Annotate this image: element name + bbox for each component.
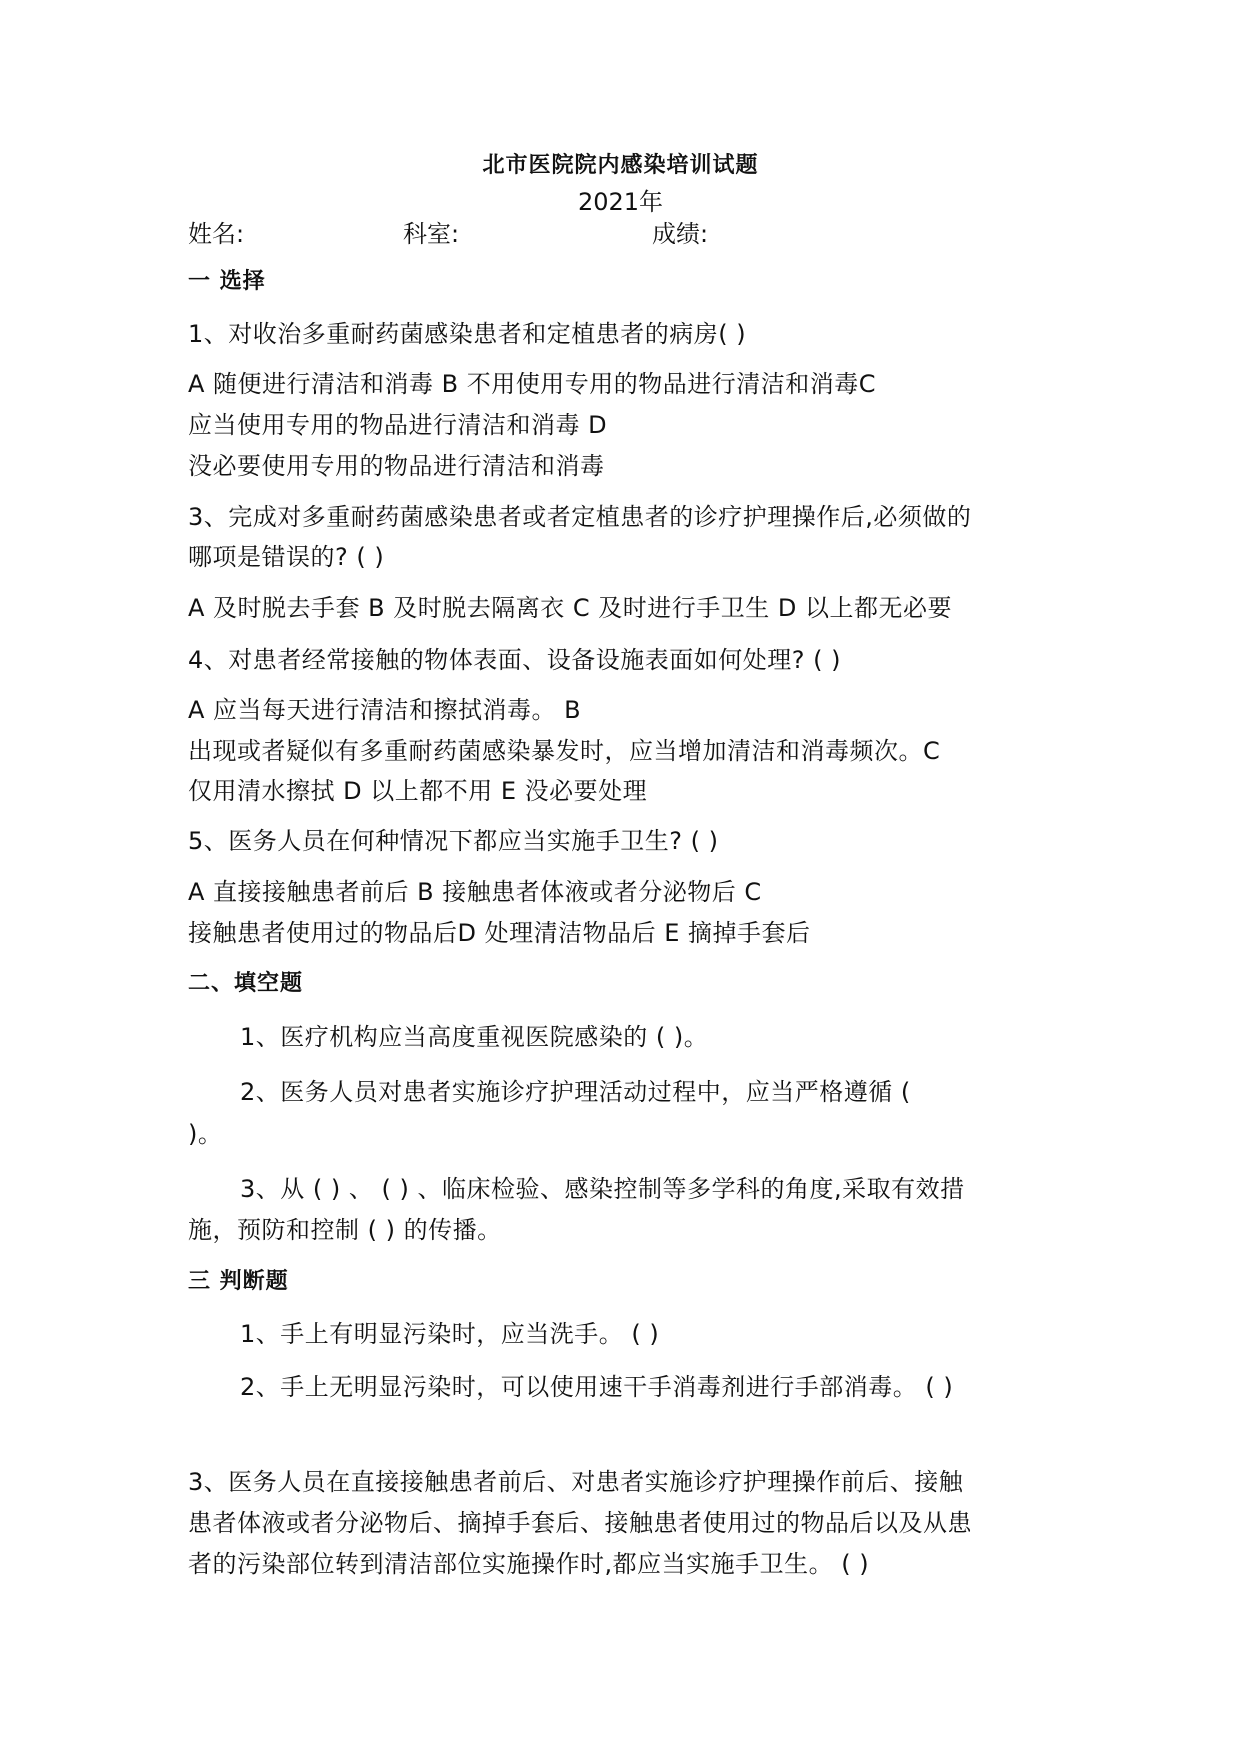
question-4-options-line-3: 仅用清水擦拭 D 以上都不用 E 没必要处理 — [188, 777, 648, 805]
score-field-label: 成绩: — [652, 220, 709, 248]
document-title: 北市医院院内感染培训试题 — [482, 153, 759, 178]
true-false-3-line-3: 者的污染部位转到清洁部位实施操作时,都应当实施手卫生。 ( ) — [188, 1550, 870, 1578]
question-3-line-1: 3、完成对多重耐药菌感染患者或者定植患者的诊疗护理操作后,必须做的 — [188, 503, 972, 531]
question-3-options: A 及时脱去手套 B 及时脱去隔离衣 C 及时进行手卫生 D 以上都无必要 — [188, 594, 953, 622]
section-heading-fill-in: 二、填空题 — [188, 971, 304, 996]
true-false-3-line-1: 3、医务人员在直接接触患者前后、对患者实施诊疗护理操作前后、接触 — [188, 1468, 964, 1496]
question-3-line-2: 哪项是错误的? ( ) — [188, 543, 385, 571]
section-heading-choice: 一 选择 — [188, 269, 266, 294]
fill-in-2-line-2: )。 — [188, 1120, 223, 1148]
question-5-options-line-1: A 直接接触患者前后 B 接触患者体液或者分泌物后 C — [188, 878, 762, 906]
fill-in-1: 1、医疗机构应当高度重视医院感染的 ( )。 — [240, 1023, 709, 1051]
fill-in-3-line-1: 3、从 ( ) 、 ( ) 、临床检验、感染控制等多学科的角度,采取有效措 — [240, 1175, 965, 1203]
question-1-options-line-1: A 随便进行清洁和消毒 B 不用使用专用的物品进行清洁和消毒C — [188, 370, 877, 398]
question-4-options-line-1: A 应当每天进行清洁和擦拭消毒。 B — [188, 696, 582, 724]
question-1-options-line-3: 没必要使用专用的物品进行清洁和消毒 — [188, 452, 605, 480]
section-heading-true-false: 三 判断题 — [188, 1269, 289, 1294]
department-field-label: 科室: — [403, 220, 460, 248]
true-false-1: 1、手上有明显污染时，应当洗手。 ( ) — [240, 1320, 660, 1348]
question-1: 1、对收治多重耐药菌感染患者和定植患者的病房( ) — [188, 320, 747, 348]
fill-in-2-line-1: 2、医务人员对患者实施诊疗护理活动过程中，应当严格遵循 ( — [240, 1078, 911, 1106]
fill-in-3-line-2: 施，预防和控制 ( ) 的传播。 — [188, 1216, 502, 1244]
question-4-options-line-2: 出现或者疑似有多重耐药菌感染暴发时，应当增加清洁和消毒频次。C — [188, 737, 941, 765]
true-false-2: 2、手上无明显污染时，可以使用速干手消毒剂进行手部消毒。 ( ) — [240, 1373, 954, 1401]
question-1-options-line-2: 应当使用专用的物品进行清洁和消毒 D — [188, 411, 608, 439]
name-field-label: 姓名: — [188, 220, 245, 248]
true-false-3-line-2: 患者体液或者分泌物后、摘掉手套后、接触患者使用过的物品后以及从患 — [188, 1509, 972, 1537]
question-5: 5、医务人员在何种情况下都应当实施手卫生? ( ) — [188, 827, 719, 855]
document-year: 2021年 — [577, 188, 664, 216]
question-4: 4、对患者经常接触的物体表面、设备设施表面如何处理? ( ) — [188, 646, 841, 674]
question-5-options-line-2: 接触患者使用过的物品后D 处理清洁物品后 E 摘掉手套后 — [188, 919, 811, 947]
